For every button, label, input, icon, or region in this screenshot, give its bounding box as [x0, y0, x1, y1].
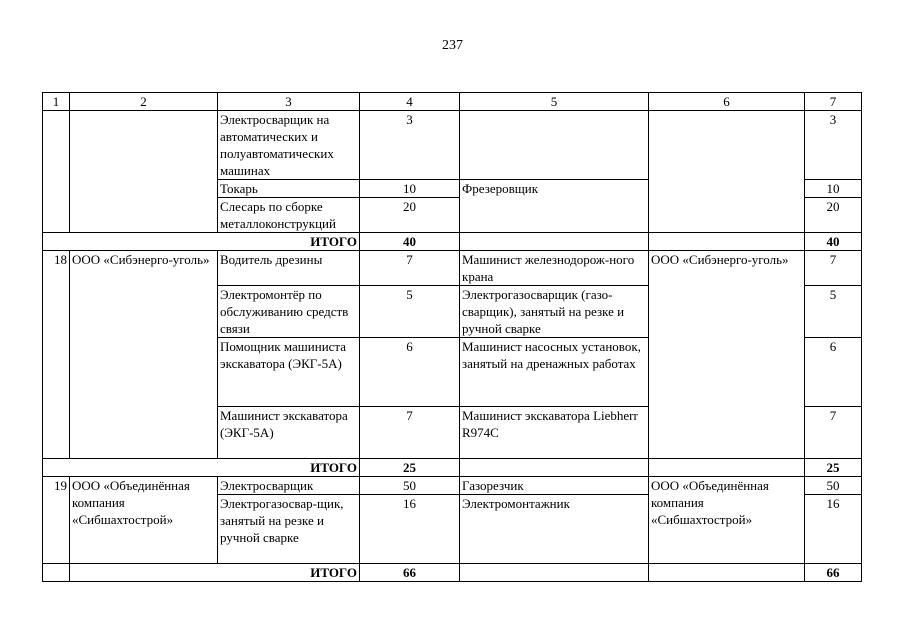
table-row	[43, 251, 862, 286]
count-cell: 16	[360, 495, 460, 564]
table-row	[43, 477, 862, 495]
total-row	[43, 233, 862, 251]
org-cell: ООО «Сибэнерго-уголь»	[70, 251, 218, 459]
total-value: 40	[360, 233, 460, 251]
empty-cell	[649, 459, 805, 477]
org-cell: ООО «Объединённая компания «Сибшахтострой»	[70, 477, 218, 564]
alt-org-cell: ООО «Объединённая компания «Сибшахтострой»	[649, 477, 805, 564]
alt-count-cell: 6	[805, 338, 862, 407]
profession-cell: Машинист экскаватора (ЭКГ-5А)	[218, 407, 360, 459]
alt-profession-cell: Фрезеровщик	[460, 180, 649, 233]
column-header-row	[43, 93, 862, 111]
page-number: 237	[442, 38, 463, 53]
empty-cell	[649, 564, 805, 582]
count-cell: 7	[360, 407, 460, 459]
table-row	[43, 111, 862, 180]
total-row	[43, 459, 862, 477]
count-cell: 20	[360, 198, 460, 233]
alt-profession-cell: Машинист насосных установок, занятый на дренажных работах	[460, 338, 649, 407]
total-value: 25	[360, 459, 460, 477]
alt-count-cell: 50	[805, 477, 862, 495]
empty-cell	[43, 564, 70, 582]
alt-count-cell: 7	[805, 407, 862, 459]
alt-profession-cell: Машинист железнодорож-ного крана	[460, 251, 649, 286]
alt-count-cell: 3	[805, 111, 862, 180]
empty-cell	[460, 459, 649, 477]
total-label: ИТОГО	[43, 459, 360, 477]
column-header: 2	[70, 93, 218, 111]
profession-cell: Электрогазосвар-щик, занятый на резке и ручной сварке	[218, 495, 360, 564]
empty-cell	[649, 233, 805, 251]
allocation-table	[42, 92, 862, 582]
empty-cell	[460, 233, 649, 251]
alt-count-cell: 7	[805, 251, 862, 286]
profession-cell: Помощник машиниста экскаватора (ЭКГ-5А)	[218, 338, 360, 407]
column-header: 5	[460, 93, 649, 111]
column-header: 6	[649, 93, 805, 111]
alt-count-cell: 10	[805, 180, 862, 198]
total-value: 66	[360, 564, 460, 582]
count-cell: 10	[360, 180, 460, 198]
profession-cell: Электромонтёр по обслуживанию средств связи	[218, 286, 360, 338]
total-label: ИТОГО	[43, 233, 360, 251]
alt-profession-cell	[460, 111, 649, 180]
alt-profession-cell: Машинист экскаватора Liebherr R974C	[460, 407, 649, 459]
count-cell: 50	[360, 477, 460, 495]
row-number-cell: 18	[43, 251, 70, 459]
column-header: 3	[218, 93, 360, 111]
profession-cell: Электросварщик на автоматических и полуавтоматических машинах	[218, 111, 360, 180]
total-label: ИТОГО	[70, 564, 360, 582]
org-cell	[70, 111, 218, 233]
column-header: 4	[360, 93, 460, 111]
count-cell: 3	[360, 111, 460, 180]
row-number-cell	[43, 111, 70, 233]
profession-cell: Электросварщик	[218, 477, 360, 495]
alt-total-value: 25	[805, 459, 862, 477]
alt-org-cell: ООО «Сибэнерго-уголь»	[649, 251, 805, 459]
profession-cell: Токарь	[218, 180, 360, 198]
alt-profession-cell: Газорезчик	[460, 477, 649, 495]
count-cell: 6	[360, 338, 460, 407]
alt-count-cell: 16	[805, 495, 862, 564]
total-row	[43, 564, 862, 582]
empty-cell	[460, 564, 649, 582]
count-cell: 5	[360, 286, 460, 338]
profession-cell: Водитель дрезины	[218, 251, 360, 286]
column-header: 1	[43, 93, 70, 111]
alt-org-cell	[649, 111, 805, 233]
alt-profession-cell: Электромонтажник	[460, 495, 649, 564]
row-number-cell: 19	[43, 477, 70, 564]
alt-count-cell: 20	[805, 198, 862, 233]
alt-total-value: 66	[805, 564, 862, 582]
alt-total-value: 40	[805, 233, 862, 251]
alt-count-cell: 5	[805, 286, 862, 338]
column-header: 7	[805, 93, 862, 111]
profession-cell: Слесарь по сборке металлоконструкций	[218, 198, 360, 233]
count-cell: 7	[360, 251, 460, 286]
alt-profession-cell: Электрогазосварщик (газо-сварщик), занятый на резке и ручной сварке	[460, 286, 649, 338]
